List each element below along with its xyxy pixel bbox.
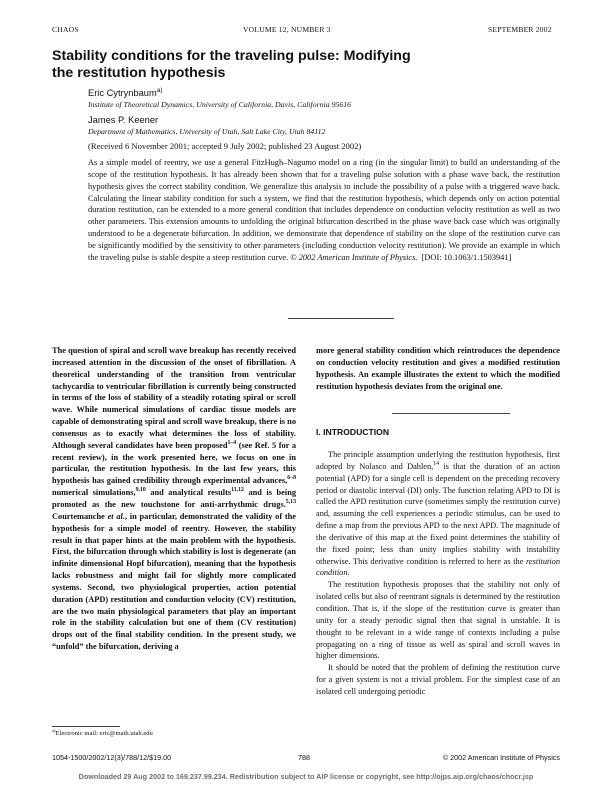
abstract-body: As a simple model of reentry, we use a general FitzHugh–Nagumo model on a ring (in the singular limit) to build an understanding of the scope of the restitution hypothesis. It has already been shown that for a traveling pulse solution with a phase wave back, the restitution hypothesis gives the correct stability condition. We generalize this analysis to include the possibility of a pulse with a triggered wave back. Calculating the linear stability condition for such a system, we find that the restitution hypothesis, which depends only on action potential duration restitution, can be extended to a more general condition that includes dependence on conduction velocity restitution as well as two other parameters. This extension amounts to unfolding the original bifurcation described in the phase wave back case which was originally understood to be a degenerate bifurcation. In addition, we demonstrate that dependence of stability on the slope of the restitution curve can be significantly modified by the sensitivity to other parameters (including conduction velocity restitution). We provide an example in which the traveling pulse is stable despite a steep restitution curve. (88, 158, 560, 262)
download-notice: Downloaded 29 Aug 2002 to 169.237.99.234. Redistribution subject to AIP license or copyright, see http://ojps.aip.org/chaos/chocr.jsp (78, 772, 534, 781)
ref-5-13: 5,13 (285, 499, 296, 506)
intro-text-5: and is being promoted as the new touchstone for anti-arrhythmic drugs. (52, 488, 297, 509)
ref-1-4: 1–4 (227, 439, 237, 446)
journal-name: CHAOS (52, 25, 79, 34)
ref-6-8: 6–8 (287, 475, 296, 482)
intro-right-column: more general stability condition which reintroduces the dependence on conduction velocity restitution and gives a modified restitution hypothesis. An example illustrates the extent to which the modified restitution hypothesis deviates from the original one. (316, 346, 560, 391)
intro-text-3: numerical simulations, (52, 488, 136, 498)
intro-text-2: (see Ref. 5 for a recent review), in the work presented here, we focus on one in particular, the restitution hypothesis. In the last few years, this hypothesis has gained credibility through experimental advances, (52, 440, 296, 486)
author-2-affiliation: Department of Mathematics, University of Utah, Salt Lake City, Utah 84112 (88, 127, 326, 136)
page-number: 788 (298, 753, 310, 762)
footnote-divider (52, 726, 120, 727)
abstract-doi: [DOI: 10.1063/1.1503941] (421, 252, 512, 262)
paragraph-2: The restitution hypothesis proposes that the stability not only of isolated cells but also of reentrant signals is determined by the restitution condition. That is, if the slope of the restitution curve is greater than unity for a steady periodic signal then that signal is unstable. It is thought to be relevant in a wide range of contexts including a pulse propagating on a ring of tissue as well as spiral and scroll waves in higher dimensions. (316, 580, 560, 661)
author-2 (88, 115, 158, 125)
restitution-condition-term: restitution condition (316, 556, 560, 578)
footer-copyright: © 2002 American Institute of Physics (442, 753, 560, 762)
abstract-copyright: © 2002 American Institute of Physics. (290, 252, 418, 262)
para1-text-a: The principle assumption underlying the restitution hypothesis, first adopted by Nolasco and Dahlen, (316, 450, 560, 471)
intro-text-4: and analytical results (145, 488, 232, 498)
volume-number: VOLUME 12, NUMBER 3 (243, 25, 331, 34)
title-line-1: Stability conditions for the traveling pulse: Modifying (52, 48, 411, 64)
abstract-divider (288, 318, 394, 319)
intro-text-6: Courtemanche (52, 511, 108, 521)
ref-11-12: 11,12 (231, 487, 244, 494)
footer-issn: 1054-1500/2002/12(3)/788/12/$19.00 (52, 753, 172, 762)
paragraph-3: It should be noted that the problem of defining the restitution curve for a given system is not a trivial problem. For the simplest case of an isolated cell undergoing periodic (316, 663, 560, 696)
author-1-affiliation: Institute of Theoretical Dynamics, University of California, Davis, California 95616 (88, 100, 352, 109)
body-right-column (316, 449, 560, 698)
paper-title (52, 48, 572, 82)
intro-left-column (52, 345, 296, 653)
intro-text-7: , in particular, demonstrated the validity of the hypothesis for a simple model of reentry. However, the stability result in that paper hints at the main problem with the hypothesis. First, the bifurcation through which stability is lost is degenerate (an infinite dimensional Hopf bifurcation), meaning that the hypothesis lacks robustness and might fail for slightly more complicated systems. Second, two physiological properties, action potential duration (APD) restitution and conduction velocity (CV) restitution, are the two main physiological parameters that play an important role in the stability calculation but one of them (CV restitution) drops out of the final stability condition. In the present study, we “unfold” the bifurcation, deriving a (52, 511, 296, 652)
footnote (52, 727, 153, 737)
issue-date: SEPTEMBER 2002 (488, 25, 552, 34)
author-1 (88, 88, 163, 98)
footnote-text: Electronic mail: eric@math.utah.edu (55, 730, 153, 737)
abstract (88, 157, 560, 264)
intro-text-1: The question of spiral and scroll wave breakup has recently received increased attention in the discussion of the onset of fibrillation. A theoretical understanding of the transition from ventricular tachycardia to ventricular fibrillation is currently being constructed in terms of the loss of stability of a steadily rotating spiral or scroll wave. While numerical simulations of cardiac tissue models are capable of demonstrating spiral and scroll wave breakup, there is no consensus as to exactly what determines the loss of stability. Although several candidates have been proposed (52, 346, 296, 450)
ref-14: 14 (433, 461, 440, 468)
et-al: et al. (107, 511, 125, 521)
paragraph-1 (316, 449, 560, 579)
para1-text-b: is that the duration of an action potential (APD) for a single cell is dependent on the preceding recovery period or diastolic interval (DI) only. The function relating APD to DI is called the APD restitution curve (sometimes simply the restitution curve) and, assuming the cell experiences a periodic stimulus, can be used to define a map from the previous APD to the next APD. The magnitude of the derivative of this map at the fixed point determines the stability of the fixed point; less than unity implies stability with instability otherwise. This derivative condition is referred to here as the (316, 461, 561, 566)
publication-dates: (Received 6 November 2001; accepted 9 July 2002; published 23 August 2002) (88, 141, 362, 151)
author-1-name: Eric Cytrynbaum (88, 88, 157, 98)
intro-divider (392, 413, 510, 414)
section-heading: I. INTRODUCTION (316, 427, 390, 437)
ref-9-10: 9,10 (135, 487, 146, 494)
footnote-mark: a) (52, 727, 56, 733)
author-2-name: James P. Keener (88, 115, 159, 125)
para1-text-d: . (347, 568, 350, 578)
author-1-mark: a) (156, 86, 163, 94)
title-line-2: the restitution hypothesis (52, 65, 226, 81)
